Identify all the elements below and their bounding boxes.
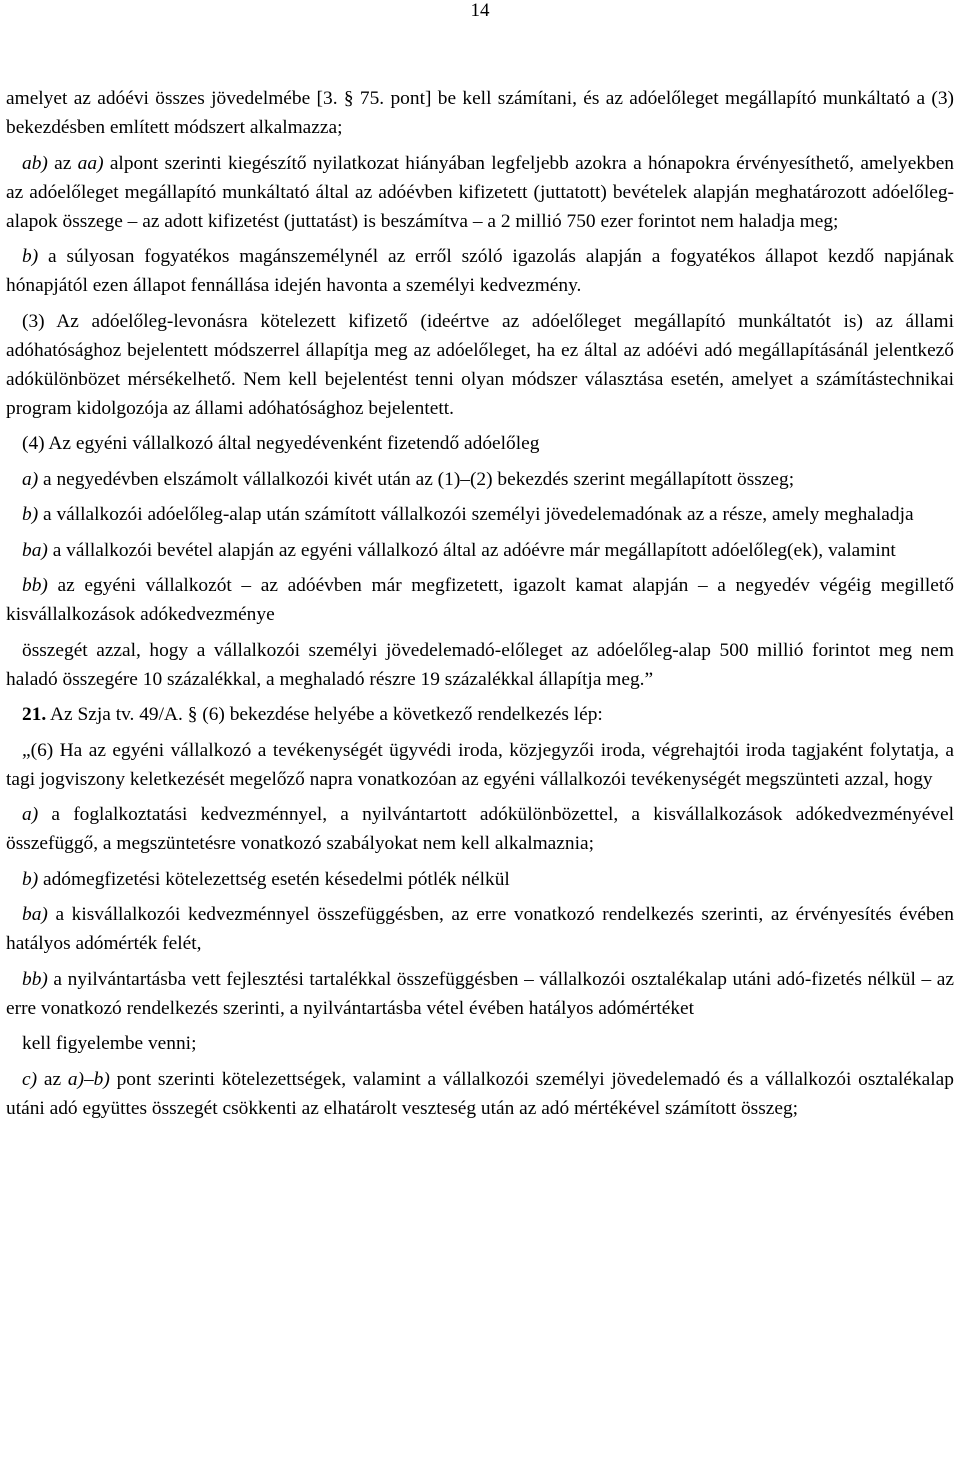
paragraph-text: adómegfizetési kötelezettség esetén késedelmi pótlék nélkül [38,868,510,890]
paragraph [6,736,954,794]
paragraph [6,84,954,142]
paragraph [6,700,954,729]
paragraph-text: az [37,1068,68,1090]
paragraph [6,536,954,565]
paragraph-text: a negyedévben elszámolt vállalkozói kivét után az (1)–(2) bekezdés szerint megállapított összeg; [38,468,795,490]
paragraph [6,965,954,1023]
paragraph-text: (4) Az egyéni vállalkozó által negyedévenként fizetendő adóelőleg [22,433,540,454]
paragraph-text: kell figyelembe venni; [22,1033,197,1054]
document-body [6,84,954,1129]
paragraph-text: a nyilvántartásba vett fejlesztési tartalékkal összefüggésben – vállalkozói osztalékalap utáni adó-fizetés nélkül – az erre vonatkozó rendelkezés szerinti, a nyilvántartásba vétel évében hatályos adómértéket [6,968,954,1019]
item-marker: a) [22,804,39,825]
paragraph-text: a vállalkozói adóelőleg-alap után számított vállalkozói személyi jövedelemadónak az a része, amely meghaladja [38,504,914,525]
section-number: 21. [22,704,47,725]
item-marker: c) [22,1068,38,1090]
paragraph [6,500,954,529]
paragraph-text: a vállalkozói bevétel alapján az egyéni vállalkozó által az adóévre már megállapított adóelőleg(ek), valamint [47,539,896,561]
item-marker: a) [22,468,39,490]
paragraph-text: az egyéni vállalkozót – az adóévben már megfizetett, igazolt kamat alapján – a negyedév végéig megillető kisvállalkozások adókedvezménye [6,575,954,625]
paragraph-text: a foglalkoztatási kedvezménnyel, a nyilvántartott adókülönbözettel, a kisvállalkozások adókedvezményével összefüggő, a megszüntetésre vonatkozó szabályokat nem kell alkalmaznia; [6,804,954,854]
paragraph-text: az [47,152,78,174]
paragraph-text: pont szerinti kötelezettségek, valamint a vállalkozói személyi jövedelemadó és a vállalkozói osztalékalap utáni adó együttes összegét csökkenti az elhatárolt veszteség után az adó mértékével számított összeg; [6,1068,954,1119]
paragraph-text: alpont szerinti kiegészítő nyilatkozat hiányában legfeljebb azokra a hónapokra érvényesíthető, amelyekben az adóelőleget megállapító munkáltató által az adóévben kifizetett (juttatott) bevételek alapján meghatározott adóelőleg-alapok összege – az adott kifizetést (juttatást) is beszámítva – a 2 millió 750 ezer forintot nem haladja meg; [6,152,954,232]
paragraph [6,429,954,458]
item-marker: b) [22,246,39,267]
paragraph [6,242,954,300]
paragraph-text: a súlyosan fogyatékos magánszemélynél az erről szóló igazolás alapján a fogyatékos állapot kezdő napjának hónapjától ezen állapot fennállása idején havonta a személyi kedvezmény. [6,246,954,296]
paragraph-text: (3) Az adóelőleg-levonásra kötelezett kifizető (ideértve az adóelőleget megállapító munkáltatót is) az állami adóhatósághoz bejelentett módszerrel állapítja meg az adóelőleget, ha ez által az adóévi adó megállapításánál jelentkező adókülönbözet mérsékelhető. Nem kell bejelentést tenni olyan módszer választása esetén, amelyet a számítástechnikai program kidolgozója az állami adóhatósághoz bejelentett. [6,310,954,419]
item-marker: bb) [22,575,48,596]
paragraph [6,307,954,423]
paragraph [6,865,954,894]
item-marker: ba) [22,539,48,561]
item-marker: b) [22,868,39,890]
paragraph [6,900,954,958]
paragraph-text: Az Szja tv. 49/A. § (6) bekezdése helyébe a következő rendelkezés lép: [46,704,603,725]
paragraph-text: amelyet az adóévi összes jövedelmébe [3. § 75. pont] be kell számítani, és az adóelőleget megállapító munkáltató a (3) bekezdésben említett módszert alkalmazza; [6,88,954,138]
paragraph-text: összegét azzal, hogy a vállalkozói személyi jövedelemadó-előleget az adóelőleg-alap 500 millió forintot meg nem haladó összegére 10 százalékkal, a meghaladó részre 19 százalékkal állapítja meg.” [6,639,954,690]
paragraph [6,636,954,694]
item-marker: ab) [22,152,48,174]
paragraph [6,1029,954,1058]
paragraph [6,571,954,629]
paragraph-text: „(6) Ha az egyéni vállalkozó a tevékenységét ügyvédi iroda, közjegyzői iroda, végrehajtói iroda tagjaként folytatja, a tagi jogviszony keletkezését megelőző napra vonatkozóan az egyéni vállalkozói tevékenységét megszünteti azzal, hogy [6,739,954,790]
page-number: 14 [470,0,490,21]
paragraph [6,800,954,858]
item-marker: ba) [22,904,48,925]
paragraph-text: a kisvállalkozói kedvezménnyel összefüggésben, az erre vonatkozó rendelkezés szerinti, az érvényesítés évében hatályos adómérték felét, [6,904,954,954]
item-marker: a)–b) [67,1068,110,1090]
paragraph [6,1065,954,1123]
item-marker: aa) [77,152,104,174]
item-marker: bb) [22,968,48,990]
paragraph [6,465,954,494]
paragraph [6,149,954,236]
item-marker: b) [22,504,39,525]
